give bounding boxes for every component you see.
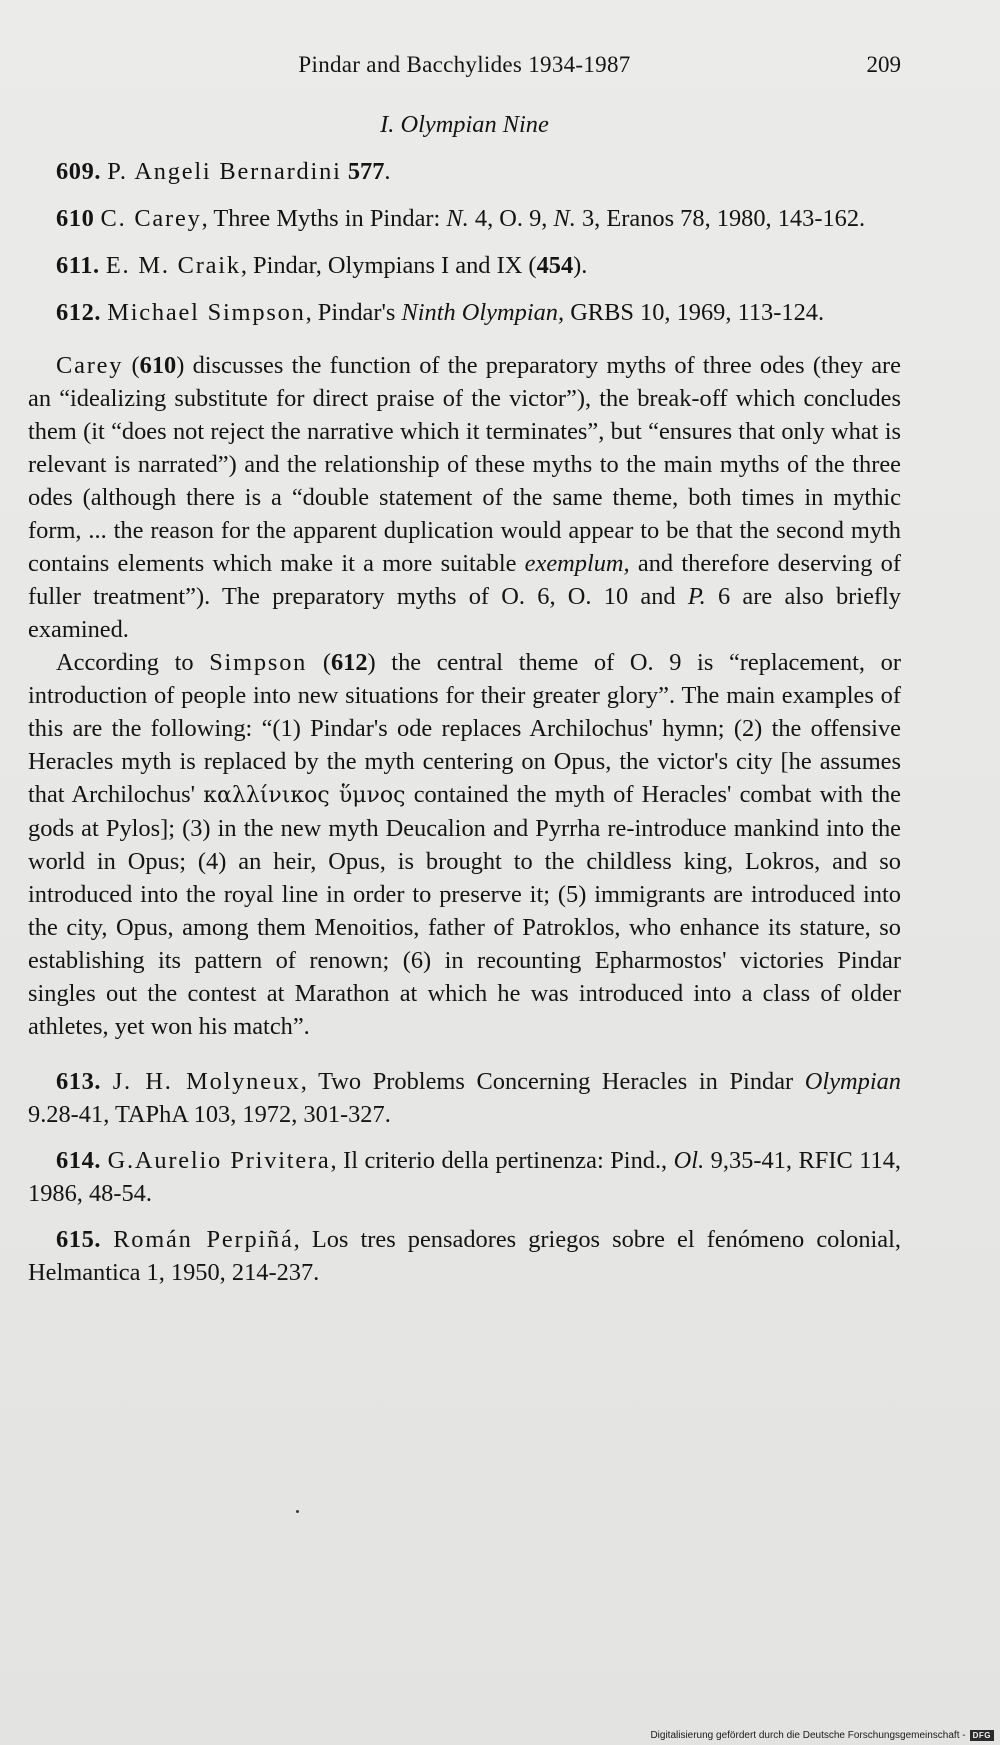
- entry-text: , Two Problems Concerning Heracles in Pindar: [300, 1068, 805, 1095]
- stray-dot-mark: [296, 1510, 299, 1513]
- entry-text: , Pindar's: [305, 299, 402, 326]
- para-text: (: [307, 649, 331, 676]
- running-head: [28, 52, 901, 86]
- entry-number: 612.: [56, 299, 102, 326]
- entry-cross-ref: 454: [536, 252, 574, 279]
- entry-text: .: [384, 158, 391, 185]
- dfg-logo: DFG: [970, 1730, 994, 1741]
- page-number: 209: [866, 52, 901, 77]
- bib-entries-bottom: [28, 1065, 901, 1289]
- entry-title-italic: Ninth Olympian,: [401, 299, 565, 326]
- entry-text: GRBS 10, 1969, 113-124.: [564, 299, 825, 326]
- digitization-credit: [650, 1730, 994, 1741]
- entry-author: Román Perpiñá: [113, 1226, 294, 1253]
- para-greek-phrase: καλλίνικος ὕμνος: [203, 783, 406, 808]
- entry-author: P. Angeli Bernardini: [107, 158, 342, 185]
- para-author: Simpson: [209, 649, 308, 676]
- entry-text: , Los tres pensadores griegos sobre el fenómeno colonial, Helmantica 1, 1950, 214-237.: [28, 1226, 901, 1286]
- page-body: [28, 108, 901, 1302]
- para-text: contained the myth of Heracles' combat with the gods at Pylos]; (3) in the new myth Deucalion and Pyrrha re-introduce mankind into the world in Opus; (4) an heir, Opus, is brought to the childless king, Lokros, and so introduced into the royal line in order to preserve it; (5) immigrants are introduced into the city, Opus, among them Menoitios, father of Patroklos, who enhance its stature, so establishing its pattern of renown; (6) in recounting Epharmostos' victories Pindar singles out the contest at Marathon at which he was introduced into a class of older athletes, yet won his match”.: [28, 781, 901, 1040]
- entry-text: , Three Myths in Pindar:: [201, 205, 447, 232]
- entry-title-italic: Olympian: [804, 1068, 901, 1095]
- entry-number: 614.: [56, 1147, 102, 1174]
- bib-entry-614: [28, 1144, 901, 1210]
- entry-text: 9,35-41, RFIC 114, 1986, 48-54.: [28, 1147, 901, 1207]
- discussion-paragraph-carey: [28, 349, 901, 646]
- bib-entry-610: [28, 202, 901, 235]
- credit-text: Digitalisierung gefördert durch die Deutsche Forschungsgemeinschaft -: [650, 1730, 966, 1741]
- entry-text: 3, Eranos 78, 1980, 143-162.: [575, 205, 866, 232]
- entry-number: 611.: [56, 252, 100, 279]
- entry-text: , Pindar, Olympians I and IX (: [240, 252, 537, 279]
- discussion-paragraph-simpson: [28, 646, 901, 1043]
- para-text: 6 are also briefly examined.: [28, 583, 902, 643]
- entry-abbrev: N.: [446, 205, 469, 232]
- running-head-title: Pindar and Bacchylides 1934-1987: [298, 52, 631, 77]
- entry-author: Michael Simpson: [107, 299, 306, 326]
- entry-abbrev: Ol.: [673, 1147, 705, 1174]
- bib-entry-613: [28, 1065, 901, 1131]
- para-author: Carey: [56, 352, 124, 379]
- entry-author: C. Carey: [100, 205, 202, 232]
- para-abbrev: P.: [687, 583, 706, 610]
- bib-entry-611: [28, 249, 901, 282]
- entry-author: J. H. Molyneux: [112, 1068, 301, 1095]
- entry-abbrev: N.: [553, 205, 576, 232]
- entry-text: 9.28-41, TAPhA 103, 1972, 301-327.: [28, 1101, 391, 1128]
- para-text: (: [123, 352, 140, 379]
- bib-entry-612: [28, 296, 901, 329]
- entry-text: 4, O. 9,: [468, 205, 554, 232]
- para-italic-term: exemplum,: [524, 550, 630, 577]
- para-text: and therefore deserving of fuller treatment”). The preparatory myths of O. 6, O. 10 and: [28, 550, 901, 610]
- entry-author: E. M. Craik: [105, 252, 241, 279]
- para-text: According to: [56, 649, 210, 676]
- entry-number: 609.: [56, 158, 102, 185]
- entry-number: 615.: [56, 1226, 102, 1253]
- entry-cross-ref: 577: [347, 158, 385, 185]
- bib-entry-615: [28, 1223, 901, 1289]
- para-text: ) discusses the function of the preparatory myths of three odes (they are an “idealizing substitute for direct praise of the victor”), the break-off which concludes them (it “does not reject the narrative which it terminates”, but “ensures that only what is relevant is narrated”) and the relationship of these myths to the main myths of the three odes (although there is a “double statement of the same theme, both times in mythic form, ... the reason for the apparent duplication would appear to be that the second myth contains elements which make it a more suitable: [28, 352, 901, 577]
- entry-author: G.Aurelio Privitera: [107, 1147, 331, 1174]
- para-cross-ref: 610: [139, 352, 177, 379]
- para-cross-ref: 612: [330, 649, 368, 676]
- section-title: I. Olympian Nine: [380, 111, 549, 138]
- entry-number: 613.: [56, 1068, 102, 1095]
- bib-entry-609: [28, 155, 901, 188]
- para-text: ) the central theme of O. 9 is “replacement, or introduction of people into new situations for their greater glory”. The main examples of this are the following: “(1) Pindar's ode replaces Archilochus' hymn; (2) the offensive Heracles myth is replaced by the myth centering on Opus, the victor's city [he assumes that Archilochus': [28, 649, 901, 808]
- entry-text: ).: [573, 252, 588, 279]
- entry-number: 610: [56, 205, 95, 232]
- entry-text: , Il criterio della pertinenza: Pind.,: [330, 1147, 674, 1174]
